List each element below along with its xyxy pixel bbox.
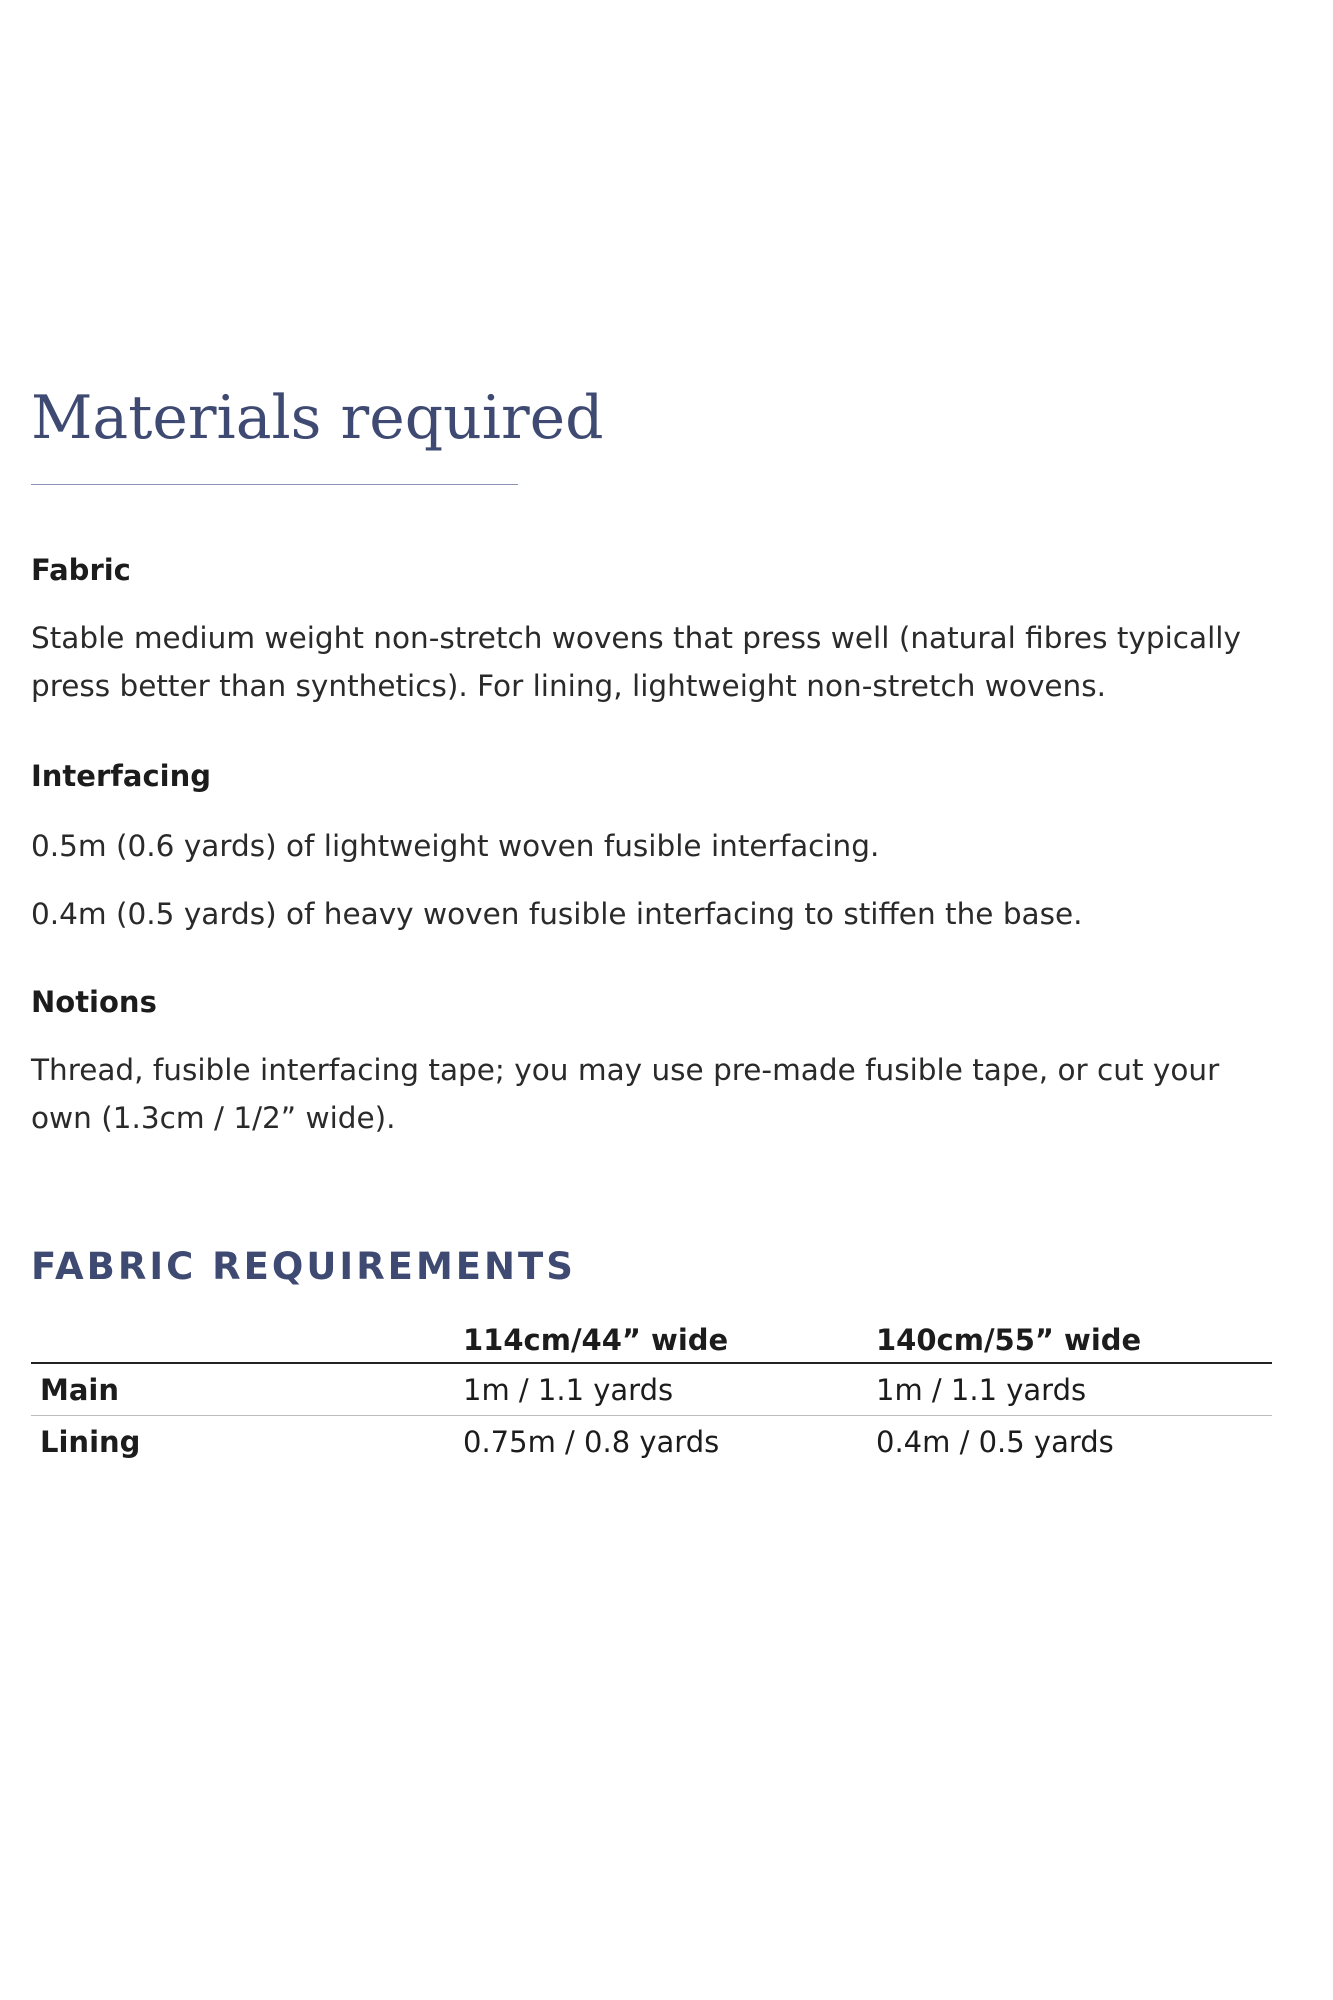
- fabric-requirements-heading: FABRIC REQUIREMENTS: [31, 1245, 576, 1288]
- lining-114-value: 0.75m / 0.8 yards: [463, 1424, 720, 1459]
- interfacing-lightweight: 0.5m (0.6 yards) of lightweight woven fusible interfacing.: [31, 829, 880, 863]
- main-114-value: 1m / 1.1 yards: [463, 1363, 876, 1416]
- notions-description: Thread, fusible interfacing tape; you may use pre-made fusible tape, or cut your own (1.3cm / 1/2” wide).: [31, 1053, 1220, 1135]
- fabric-description: Stable medium weight non-stretch wovens that press well (natural fibres typically press better than synthetics). For lining, lightweight non-stretch wovens.: [31, 621, 1241, 703]
- main-140-value: 1m / 1.1 yards: [876, 1363, 1272, 1416]
- title-underline: [31, 484, 518, 485]
- lining-140-value: 0.4m / 0.5 yards: [876, 1424, 1114, 1459]
- header-width-140: 140cm/55” wide: [876, 1318, 1272, 1363]
- page-title: Materials required: [31, 383, 604, 453]
- notions-heading: Notions: [31, 985, 157, 1019]
- row-label-main: Main: [31, 1363, 463, 1416]
- fabric-requirements-table: [31, 1318, 1272, 1467]
- table-header-row: [31, 1318, 1272, 1363]
- interfacing-heavy: 0.4m (0.5 yards) of heavy woven fusible interfacing to stiffen the base.: [31, 897, 1083, 931]
- header-width-114: 114cm/44” wide: [463, 1318, 876, 1363]
- table-row-lining: [31, 1416, 1272, 1468]
- table-row-main: [31, 1363, 1272, 1416]
- interfacing-heading: Interfacing: [31, 759, 211, 793]
- fabric-heading: Fabric: [31, 553, 131, 587]
- header-label-cell: [31, 1318, 463, 1363]
- row-label-lining: Lining: [40, 1424, 141, 1459]
